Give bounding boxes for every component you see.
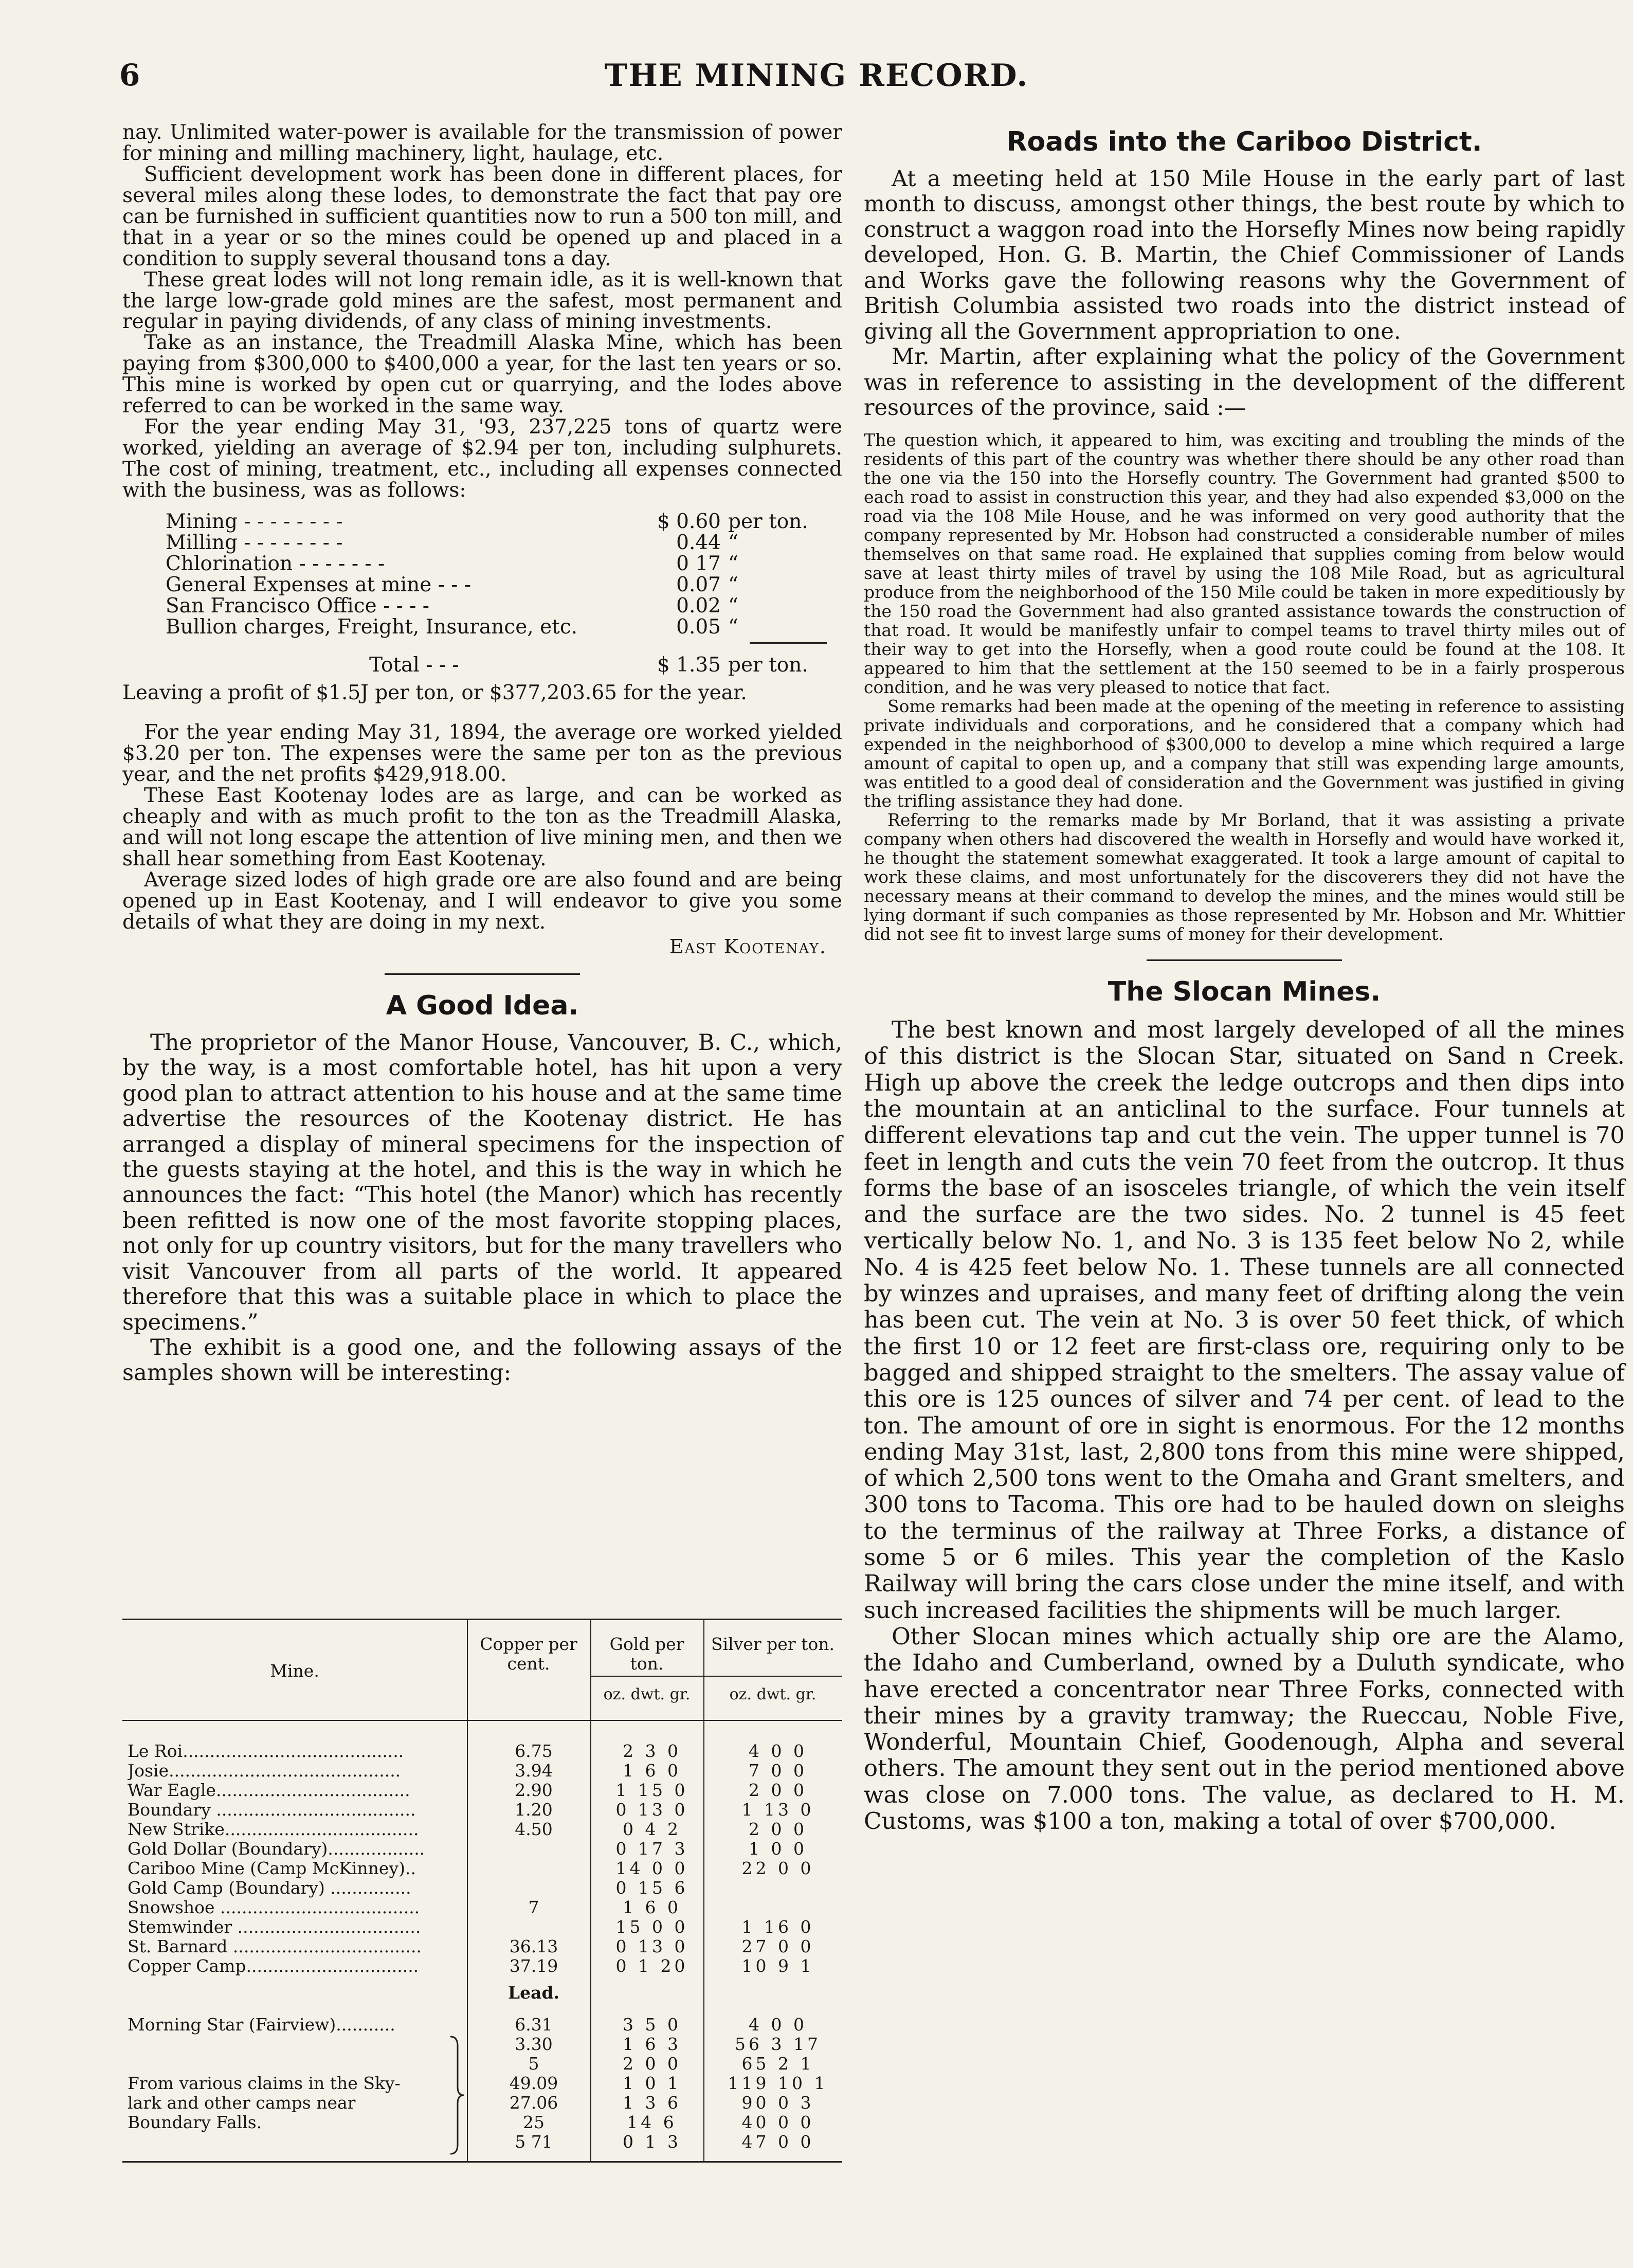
paragraph: Sufficient development work has been done in different places, for several miles along these lodes, to demonstrate the fact that pay ore can be furnished in sufficient quantities now to run a 500 ton mill, and that in a year or so the mines could be opened up and placed in a condition to supply several thousand tons a day. [122,162,842,270]
table-row [122,2132,842,2152]
cell-silver: 2 0 0 [749,1819,807,1839]
cost-row [122,554,842,575]
cell-copper: 3.94 [515,1761,553,1781]
cell-gold: 2 0 0 [623,2054,681,2074]
header-mine: Mine. [270,1661,319,1681]
cost-total-row [122,655,842,676]
cell-lead: 5 71 [515,2132,553,2152]
cell-gold: 1 6 0 [623,1761,681,1781]
cell-mine: War Eagle.................................... [128,1781,410,1800]
cost-amount: 0.07 [676,573,721,596]
paragraph: These great lodes will not long remain idle, as it is well-known that the large low-grade gold mines are the safest, most permanent and regular in paying dividends, of any class of mining investments. [122,268,842,334]
header-gold-units: oz. dwt. gr. [603,1685,691,1703]
paragraph: For the year ending May 31, '93, 237,225 tons of quartz were worked, yielding an average of $2.94 per ton, including sulphurets. The cost of mining, treatment, etc., including all expenses connected with the business, was as follows: [122,415,842,502]
cell-gold: 0 15 6 [615,1878,688,1898]
cell-silver: 90 0 3 [741,2093,814,2113]
profit-line: Leaving a profit of $1.5J per ton, or $377,203.65 for the year. [122,681,747,705]
lead-subheader-row [122,1983,842,2003]
cost-item: San Francisco Office - - - - [166,594,429,618]
cell-mine: Stemwinder .................................. [128,1917,421,1937]
signature: East Kootenay. [669,935,827,958]
cell-mine: Snowshoe ..................................... [128,1898,420,1917]
cell-gold: 0 13 0 [615,1936,688,1956]
cell-mine: Cariboo Mine (Camp McKinney).. [128,1859,416,1878]
left-column [122,122,842,1386]
section-heading: Roads into the Cariboo District. [1006,126,1482,157]
cell-silver: 7 0 0 [749,1761,807,1781]
paragraph: These East Kootenay lodes are as large, and can be worked as cheaply and with as much profit to the ton as the Treadmill Alaska, and will not long escape the attention of live mining men, and then we shall hear something from East Kootenay. [122,784,842,870]
cell-lead: 5 [528,2054,539,2074]
paragraph: nay. Unlimited water-power is available for the transmission of power for mining and milling machinery, light, haulage, etc. [122,121,842,165]
cost-item: Bullion charges, Freight, Insurance, etc. [166,615,578,639]
header-silver-units: oz. dwt. gr. [729,1685,816,1703]
page-number: 6 [119,58,140,93]
cell-lead: 27.06 [509,2093,558,2113]
cell-silver: 1 0 0 [749,1839,807,1859]
table-row [122,2035,842,2054]
cell-gold: 14 0 0 [615,1858,688,1878]
cost-unit: per ton. [728,510,808,533]
paragraph: Take as an instance, the Treadmill Alaska Mine, which has been paying from $300,000 to $400,000 a year, for the last ten years or so. This mine is worked by open cut or quarrying, and the lodes above referred to can be worked in the same way. [122,331,842,418]
cost-row [122,617,842,638]
header-rule [122,1720,842,1721]
cell-copper: 4.50 [515,1819,553,1839]
table-row [122,1781,842,1800]
table-row [122,1820,842,1839]
cost-unit: “ [728,573,738,596]
section-divider [1147,959,1342,961]
cell-gold: 14 6 [627,2112,677,2132]
total-rule [750,642,827,644]
cell-silver: 10 9 1 [741,1956,814,1976]
cost-item: Chlorination - - - - - - - [166,552,385,575]
paragraph: The best known and most largely developed of all the mines of this district is the Slocan Star, situated on Sand n Creek. High up above the creek the ledge outcrops and then dips into the mountain at an anticlinal to the surface. Four tunnels at different elevations tap and cut the vein. The upper tunnel is 70 feet in length and cuts the vein 70 feet from the outcrop. It thus forms the base of an isosceles triangle, of which the vein itself and the surface are the two sides. No. 2 tunnel is 45 feet vertically below No. 1, and No. 3 is 135 feet below No 2, while No. 4 is 425 feet below No. 1. These tunnels are all connected by winzes and upraises, and many feet of drifting along the vein has been cut. The vein at No. 3 is over 50 feet thick, of which the first 10 or 12 feet are first-class ore, requiring only to be bagged and shipped straight to the smelters. The assay value of this ore is 125 ounces of silver and 74 per cent. of lead to the ton. The amount of ore in sight is enormous. For the 12 months ending May 31st, last, 2,800 tons from this mine were shipped, of which 2,500 tons went to the Omaha and Grant smelters, and 300 tons to Tacoma. This ore had to be hauled down on sleighs to the terminus of the railway at Three Forks, a distance of some 5 or 6 miles. This year the completion of the Kaslo Railway will bring the cars close under the mine itself, and with such increased facilities the shipments will be much larger. [864,1016,1625,1624]
cell-gold: 2 3 0 [623,1741,681,1761]
table-row [122,2015,842,2035]
table-row [122,2113,842,2132]
paragraph: Average sized lodes of high grade ore are also found and are being opened up in East Kootenay, and I will endeavor to give you some details of what they are doing in my next. [122,868,842,934]
cell-silver: 119 10 1 [728,2073,828,2093]
cell-mine: From various claims in the Sky- [128,2074,401,2093]
table-row [122,1741,842,1761]
cost-item: Mining - - - - - - - - [166,510,343,533]
cell-copper: 36.13 [509,1936,558,1956]
cell-gold: 1 0 1 [623,2073,681,2093]
right-column [864,122,1625,1834]
cell-lead: 49.09 [509,2073,558,2093]
paragraph: Mr. Martin, after explaining what the policy of the Government was in reference to assisting in the development of the different resources of the province, said :— [864,344,1625,421]
cell-mine: Boundary Falls. [128,2113,262,2132]
assay-table [122,1619,842,2163]
paragraph: At a meeting held at 150 Mile House in the early part of last month to discuss, amongst other things, the best route by which to construct a waggon road into the Horsefly Mines now being rapidly developed, Hon. G. B. Martin, the Chief Commissioner of Lands and Works gave the following reasons why the Government of British Columbia assisted two roads into the district instead of giving all the Government appropriation to one. [864,166,1625,344]
cost-amount: 0.05 [676,615,721,639]
cost-row [122,533,842,554]
cost-row [122,512,842,533]
cost-amount: $ 0.60 [657,510,721,533]
table-row [122,2074,842,2093]
cost-unit: “ [728,615,738,639]
table-row [122,1761,842,1781]
cost-table [122,512,842,676]
cost-unit: “ [728,531,738,554]
cell-silver: 1 13 0 [741,1800,814,1820]
cell-mine: St. Barnard ................................... [128,1937,422,1956]
cell-copper: 1.20 [515,1800,553,1820]
paragraph: The exhibit is a good one, and the following assays of the samples shown will be interesting: [122,1335,842,1386]
header-silver: Silver per ton. [711,1634,834,1654]
cost-row [122,596,842,617]
cell-gold: 1 15 0 [615,1780,688,1800]
table-row [122,1859,842,1878]
header-gold: Gold per ton. [609,1634,684,1674]
total-amount: $ 1.35 [657,653,721,677]
brace-icon [446,2036,467,2155]
cell-lead: 6.31 [515,2015,553,2035]
lead-label: Lead. [507,1983,560,2003]
table-row [122,1956,842,1976]
paragraph: The proprietor of the Manor House, Vancouver, B. C., which, by the way, is a most comfortable hotel, has hit upon a very good plan to attract attention to his house and at the same time advertise the resources of the Kootenay district. He has arranged a display of mineral specimens for the inspection of the guests staying at the hotel, and this is the way in which he announces the fact: “This hotel (the Manor) which has recently been refitted is now one of the most favorite stopping places, not only for up country visitors, but for the many travellers who visit Vancouver from all parts of the world. It appeared therefore that this was a suitable place in which to place the specimens.” [122,1029,842,1335]
cell-copper: 6.75 [515,1741,553,1761]
quote-paragraph: The question which, it appeared to him, was exciting and troubling the minds of the residents of this part of the country was whether there should be any other road than the one via the 150 into the Horsefly country. The Government had granted $500 to each road to assist in construction this year, and they had also expended $3,000 on the road via the 108 Mile House, and he was informed on very good authority that the company represented by Mr. Hobson had constructed a considerable number of miles themselves on that same road. He explained that supplies coming from below would save at least thirty miles of travel by using the 108 Mile Road, but as agricultural produce from the neighborhood of the 150 Mile could be taken in more expeditiously by the 150 road the Government had also granted assistance towards the construction of that road. It would be manifestly unfair to compel teams to travel thirty miles out of their way to get into the Horsefly, when a good route could be found at the 108. It appeared to him that the settlement at the 150 seemed to be in a fairly prosperous condition, and he was very pleased to notice that fact. [864,430,1625,697]
quote-paragraph: Some remarks had been made at the opening of the meeting in reference to assisting private individuals and corporations, and he considered that a company which had expended in the neighborhood of $300,000 to develop a mine which required a large amount of capital to open up, and a company that still was expending large amounts, was entitled to a good deal of consideration and the Government was justified in giving the trifling assistance they had done. [864,696,1625,811]
cell-silver: 22 0 0 [741,1858,814,1878]
cell-mine: Gold Camp (Boundary) ............... [128,1878,411,1898]
cell-silver: 65 2 1 [741,2054,814,2074]
cell-mine: New Strike.................................... [128,1820,419,1839]
section-divider [385,973,580,975]
cell-mine: Copper Camp................................ [128,1956,419,1976]
cell-mine: Gold Dollar (Boundary).................. [128,1839,425,1859]
cell-gold: 0 1 20 [615,1956,688,1976]
cell-silver: 4 0 0 [749,2015,807,2035]
cell-silver: 4 0 0 [749,1741,807,1761]
cell-copper: 37.19 [509,1956,558,1976]
cell-gold: 1 6 3 [623,2034,681,2054]
cell-lead: 25 [523,2112,545,2132]
cell-silver: 47 0 0 [741,2132,814,2152]
cell-lead: 3.30 [515,2034,553,2054]
cell-gold: 0 1 3 [623,2132,681,2152]
cell-gold: 1 6 0 [623,1897,681,1917]
cell-silver: 56 3 17 [735,2034,821,2054]
cost-amount: 0 17 [676,552,721,575]
cell-gold: 0 13 0 [615,1800,688,1820]
cost-amount: 0.02 [676,594,721,618]
table-row [122,2054,842,2074]
cell-silver: 40 0 0 [741,2112,814,2132]
quote-paragraph: Referring to the remarks made by Mr Borland, that it was assisting a private company when others had discovered the wealth in Horsefly and would have worked it, he thought the statement somewhat exaggerated. It took a large amount of capital to work these claims, and most unfortunately for the discoverers they did not have the necessary means at their command to develop the mines, and the mines would still be lying dormant if such companies as those represented by Mr. Hobson and Mr. Whittier did not see fit to invest large sums of money for their development. [864,810,1625,945]
cell-silver: 2 0 0 [749,1780,807,1800]
table-row [122,1839,842,1859]
total-unit: per ton. [728,653,808,677]
cost-unit: “ [728,552,738,575]
paragraph: Other Slocan mines which actually ship ore are the Alamo, the Idaho and Cumberland, owned by a Duluth syndicate, who have erected a concentrator near Three Forks, connected with their mines by a gravity tramway; the Rueccau, Noble Five, Wonderful, Mountain Chief, Goodenough, Alpha and several others. The amount they sent out in the period mentioned above was close on 7.000 tons. The value, as declared to H. M. Customs, was $100 a ton, making a total of over $700,000. [864,1622,1625,1835]
table-row [122,1878,842,1898]
table-row [122,1917,842,1937]
cell-gold: 0 4 2 [623,1819,681,1839]
total-label: Total - - - [369,653,459,677]
table-row [122,1937,842,1956]
cell-gold: 15 0 0 [615,1917,688,1937]
section-heading: A Good Idea. [386,990,579,1021]
cost-row [122,575,842,596]
table-row [122,1800,842,1820]
cell-silver: 1 16 0 [741,1917,814,1937]
cost-unit: “ [728,594,738,618]
cell-mine: Boundary ..................................... [128,1800,416,1820]
subheader-rule [590,1676,842,1677]
cell-gold: 1 3 6 [623,2093,681,2113]
page-title: THE MINING RECORD. [604,58,1029,94]
cost-item: Milling - - - - - - - - [166,531,343,554]
cell-mine: Morning Star (Fairview)........... [128,2015,395,2035]
table-row [122,2093,842,2113]
cell-mine: Le Roi......................................... [128,1741,404,1761]
cell-mine: lark and other camps near [128,2093,356,2113]
cost-item: General Expenses at mine - - - [166,573,471,596]
paragraph: For the year ending May 31, 1894, the average ore worked yielded $3.20 per ton. The expenses were the same per ton as the previous year, and the net profits $429,918.00. [122,721,842,787]
section-heading: The Slocan Mines. [1108,976,1381,1008]
cell-gold: 3 5 0 [623,2015,681,2035]
cell-mine: Josie........................................... [128,1761,401,1781]
table-row [122,1898,842,1917]
cost-amount: 0.44 [676,531,721,554]
cell-silver: 27 0 0 [741,1936,814,1956]
header-copper: Copper per cent. [480,1634,577,1674]
cell-copper: 7 [528,1897,539,1917]
cell-gold: 0 17 3 [615,1839,688,1859]
cell-copper: 2.90 [515,1780,553,1800]
